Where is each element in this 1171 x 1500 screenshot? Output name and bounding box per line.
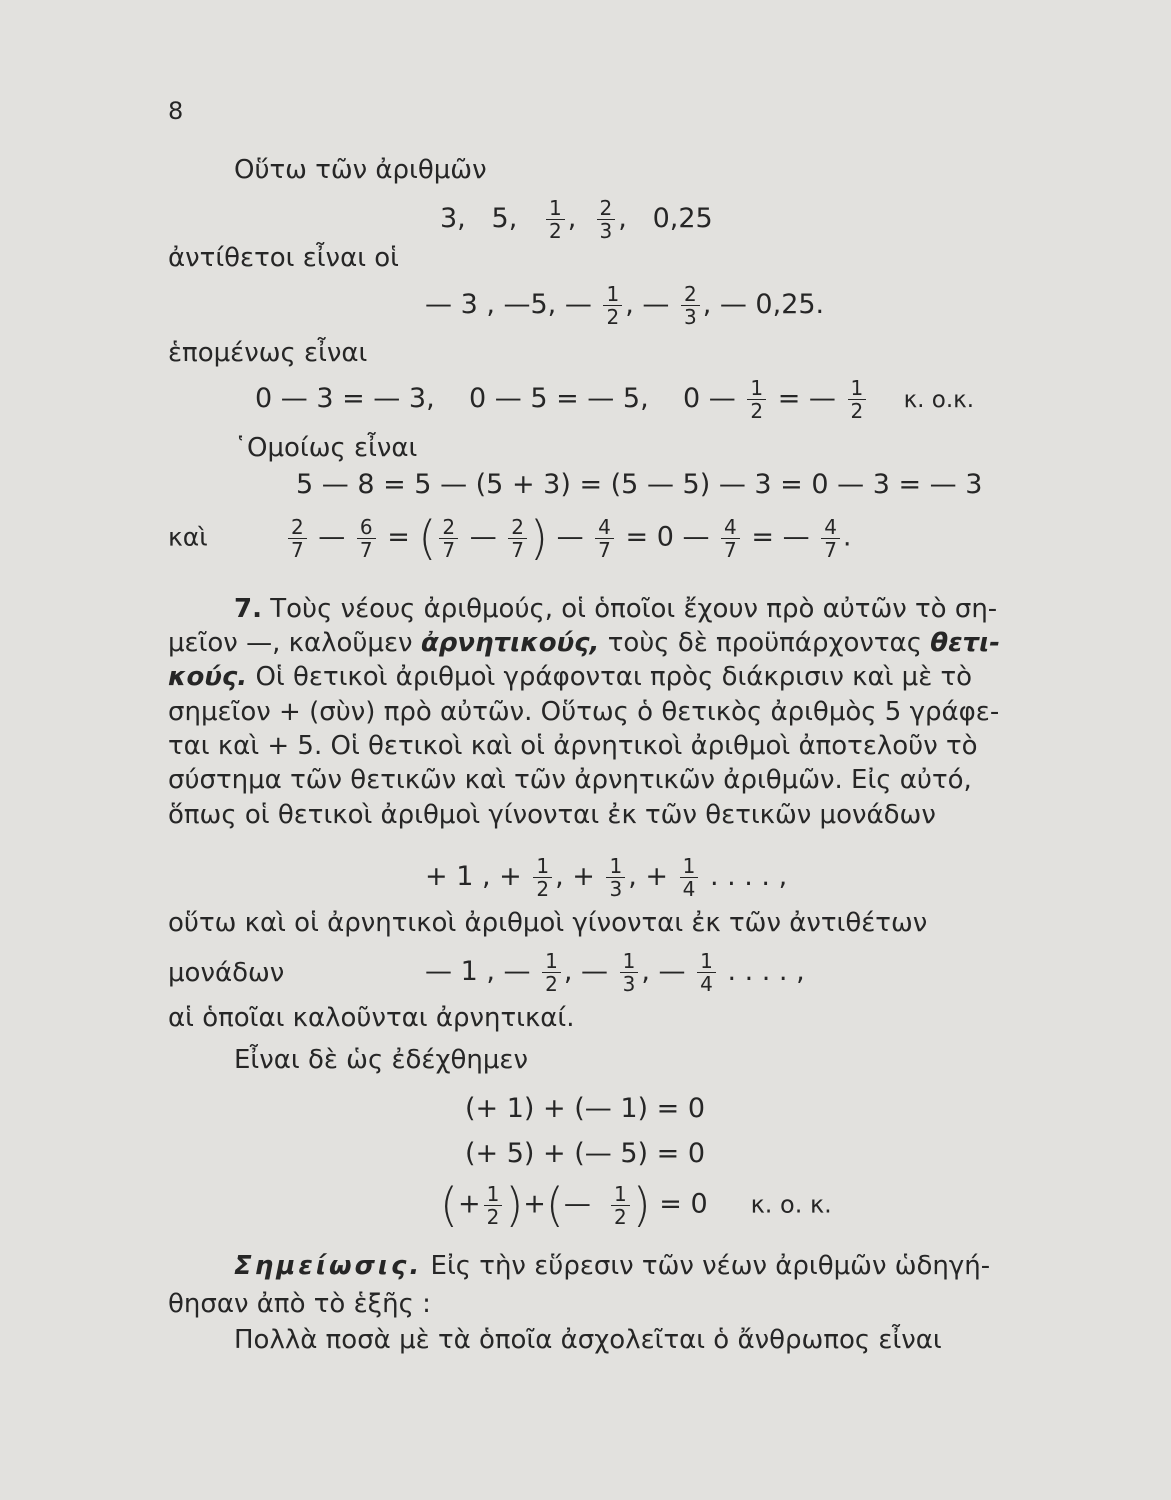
denominator: 2 <box>614 1204 627 1229</box>
denominator: 7 <box>598 537 611 562</box>
equation-fractions-seven <box>168 511 852 565</box>
numerator: 2 <box>597 197 616 220</box>
paragraph-7-line-7: ὅπως οἱ θετικοὶ ἀριθμοὶ γίνονται ἐκ τῶν θετικῶν μονάδων <box>168 800 936 830</box>
fraction <box>821 516 840 561</box>
denominator: 3 <box>609 877 623 901</box>
numerator: 1 <box>611 1183 630 1206</box>
numerator: 6 <box>357 516 376 539</box>
sequence-positive: 3, 5, $\frac{1}{2}$ , $\frac{2}{3}$ , 0,25 <box>440 196 713 243</box>
text-segment: κ. ο.κ. <box>903 387 975 413</box>
note-line-1 <box>234 1251 990 1281</box>
paragraph-7-line-1 <box>234 594 997 624</box>
fraction <box>848 377 867 422</box>
text-segment: Τοὺς νέους ἀριθμούς, οἱ ὁποῖοι ἔχουν πρὸ αὐτῶν τὸ ση- <box>270 594 998 624</box>
text-segment: Εἰς τὴν εὕρεσιν τῶν νέων ἀριθμῶν ὡδηγή- <box>430 1251 991 1281</box>
fraction <box>606 855 625 900</box>
line-antithetoi: ἀντίθετοι εἶναι οἱ <box>168 243 399 273</box>
text-segment: , — 0,25. <box>702 289 825 320</box>
line-epomenos: ἑπομένως εἶναι <box>168 338 368 368</box>
numerator: 2 <box>681 283 700 306</box>
numerator: 2 <box>508 516 527 539</box>
numerator: 1 <box>697 950 716 973</box>
numerator: 1 <box>680 855 699 878</box>
text-segment: . <box>842 521 852 553</box>
numerator: 1 <box>542 950 561 973</box>
emphasis-positive: θετι- <box>930 628 1001 658</box>
emphasis-positive: κούς. <box>168 662 248 692</box>
text-segment: , — <box>641 956 686 987</box>
paragraph-7-line-4: σημεῖον + (σὺν) πρὸ αὐτῶν. Οὕτως ὁ θετικὸς ἀριθμὸς 5 γράφε- <box>168 697 1000 727</box>
text-segment: = 0 — <box>625 521 710 553</box>
fraction <box>697 950 716 995</box>
note-heading: Σημείωσις. <box>234 1251 423 1281</box>
denominator: 2 <box>536 877 550 901</box>
denominator: 7 <box>359 537 373 562</box>
fraction <box>597 197 616 242</box>
text-segment: + 1 , + <box>425 861 522 892</box>
denominator: 7 <box>824 537 837 562</box>
line-outo-ton-arithmon: Οὕτω τῶν ἀριθμῶν <box>234 155 487 185</box>
paragraph-7-line-3 <box>168 662 972 692</box>
note-line-3: Πολλὰ ποσὰ μὲ τὰ ὁποῖα ἀσχολεῖται ὁ ἄνθρωπος εἶναι <box>234 1325 942 1355</box>
paragraph-7-line-9: μονάδων <box>168 958 285 988</box>
denominator: 3 <box>683 305 697 329</box>
paragraph-7-line-8: οὕτω καὶ οἱ ἀρνητικοὶ ἀριθμοὶ γίνονται ἐκ τῶν ἀντιθέτων <box>168 908 928 938</box>
fraction <box>721 516 740 561</box>
text-segment: = <box>387 521 410 553</box>
fraction <box>439 516 458 561</box>
fraction <box>620 950 639 995</box>
negative-units-sequence <box>425 950 805 995</box>
text-segment: . . . . , <box>709 861 788 892</box>
section-number: 7. <box>234 594 262 624</box>
fraction <box>357 516 376 561</box>
positive-units-sequence <box>425 855 787 900</box>
text-segment: 0 — 5 = — 5, <box>469 383 649 414</box>
text-segment: — <box>563 1188 591 1220</box>
equation-plus-one: (+ 1) + (— 1) = 0 <box>465 1093 706 1124</box>
denominator: 2 <box>606 305 620 329</box>
paragraph-7-line-11: Εἶναι δὲ ὡς ἐδέχθημεν <box>234 1045 529 1075</box>
denominator: 2 <box>486 1204 500 1229</box>
text-segment: — 1 , — <box>425 956 531 987</box>
denominator: 2 <box>750 399 764 423</box>
text-segment: 0 — <box>683 383 736 414</box>
denominator: 7 <box>442 537 456 562</box>
numerator: 1 <box>603 283 622 306</box>
fraction <box>747 377 766 422</box>
denominator: 4 <box>700 972 713 996</box>
numerator: 1 <box>606 855 625 878</box>
line-omoios: ῾Ομοίως εἶναι <box>234 433 418 463</box>
page-number: 8 <box>168 97 184 125</box>
open-paren: ( <box>440 1178 458 1232</box>
equation-plus-five: (+ 5) + (— 5) = 0 <box>465 1138 706 1169</box>
fraction <box>611 1183 630 1228</box>
fraction <box>533 855 552 900</box>
paragraph-7-line-2 <box>168 628 1000 658</box>
numerator: 1 <box>848 377 867 400</box>
denominator: 2 <box>545 972 558 996</box>
text-segment: μεῖον —, καλοῦμεν <box>168 628 413 658</box>
text-segment: = — <box>777 383 836 414</box>
fraction <box>603 283 622 328</box>
denominator: 2 <box>850 399 864 423</box>
text-segment: . . . . , <box>727 956 805 987</box>
numerator: 2 <box>288 516 307 539</box>
text-segment: 0 — 3 = — 3, <box>255 383 435 414</box>
text-segment: — <box>318 521 346 553</box>
text-segment: — 3 , —5, — <box>425 289 592 320</box>
seq-item: 5, <box>491 203 518 234</box>
fraction <box>681 283 700 328</box>
fraction <box>546 197 565 242</box>
close-paren: ) <box>505 1178 524 1232</box>
sequence-negative <box>425 283 824 328</box>
numerator: 4 <box>821 516 840 539</box>
text-segment: = 0 <box>659 1188 708 1220</box>
seq-item: 3, <box>440 203 466 234</box>
equation-five-minus-eight: 5 — 8 = 5 — (5 + 3) = (5 — 5) — 3 = 0 — 3 = — 3 <box>296 469 983 500</box>
denominator: 7 <box>511 537 525 562</box>
text-segment: , + <box>555 861 595 892</box>
emphasis-negative: ἀρνητικούς, <box>420 628 600 658</box>
open-paren: ( <box>545 1178 564 1232</box>
denominator: 4 <box>682 877 696 901</box>
text-segment: τοὺς δὲ προϋπάρχοντας <box>607 628 922 658</box>
text-segment: = — <box>751 521 810 553</box>
text-segment: + <box>457 1188 481 1220</box>
text-segment: — <box>556 521 584 553</box>
fraction <box>680 855 699 900</box>
numerator: 1 <box>533 855 552 878</box>
text-segment: , + <box>628 861 669 892</box>
text-segment: , — <box>563 956 609 987</box>
denominator: 3 <box>599 219 613 243</box>
text-segment: — <box>469 521 497 553</box>
paragraph-7-line-6: σύστημα τῶν θετικῶν καὶ τῶν ἀρνητικῶν ἀριθμῶν. Εἰς αὐτό, <box>168 765 972 795</box>
paragraph-7-line-10: αἱ ὁποῖαι καλοῦνται ἀρνητικαί. <box>168 1003 575 1033</box>
close-paren: ) <box>632 1178 651 1232</box>
open-paren: ( <box>418 511 437 565</box>
denominator: 7 <box>290 537 304 562</box>
fraction <box>542 950 561 995</box>
numerator: 4 <box>595 516 614 539</box>
fraction <box>288 516 307 561</box>
numerator: 1 <box>620 950 639 973</box>
paragraph-7-line-5: ται καὶ + 5. Οἱ θετικοὶ καὶ οἱ ἀρνητικοὶ ἀριθμοὶ ἀποτελοῦν τὸ <box>168 731 978 761</box>
numerator: 1 <box>546 197 565 220</box>
note-line-2: θησαν ἀπὸ τὸ ἑξῆς : <box>168 1289 431 1319</box>
numerator: 4 <box>721 516 740 539</box>
equation-half <box>440 1178 832 1232</box>
numerator: 2 <box>439 516 458 539</box>
numerator: 1 <box>747 377 766 400</box>
text-segment: + <box>523 1188 546 1220</box>
text-segment: Οἱ θετικοὶ ἀριθμοὶ γράφονται πρὸς διάκρισιν καὶ μὲ τὸ <box>255 662 973 692</box>
text-segment: , — <box>625 289 670 320</box>
equation-row-subtraction <box>255 377 974 422</box>
denominator: 3 <box>622 972 636 996</box>
close-paren: ) <box>530 511 548 565</box>
denominator: 7 <box>724 537 737 562</box>
fraction <box>484 1183 503 1228</box>
text-segment: καὶ <box>168 522 208 552</box>
seq-item: 0,25 <box>652 203 713 234</box>
text-segment: κ. ο. κ. <box>750 1190 832 1219</box>
fraction <box>595 516 614 561</box>
denominator: 2 <box>549 219 562 243</box>
fraction <box>508 516 527 561</box>
numerator: 1 <box>484 1183 503 1206</box>
